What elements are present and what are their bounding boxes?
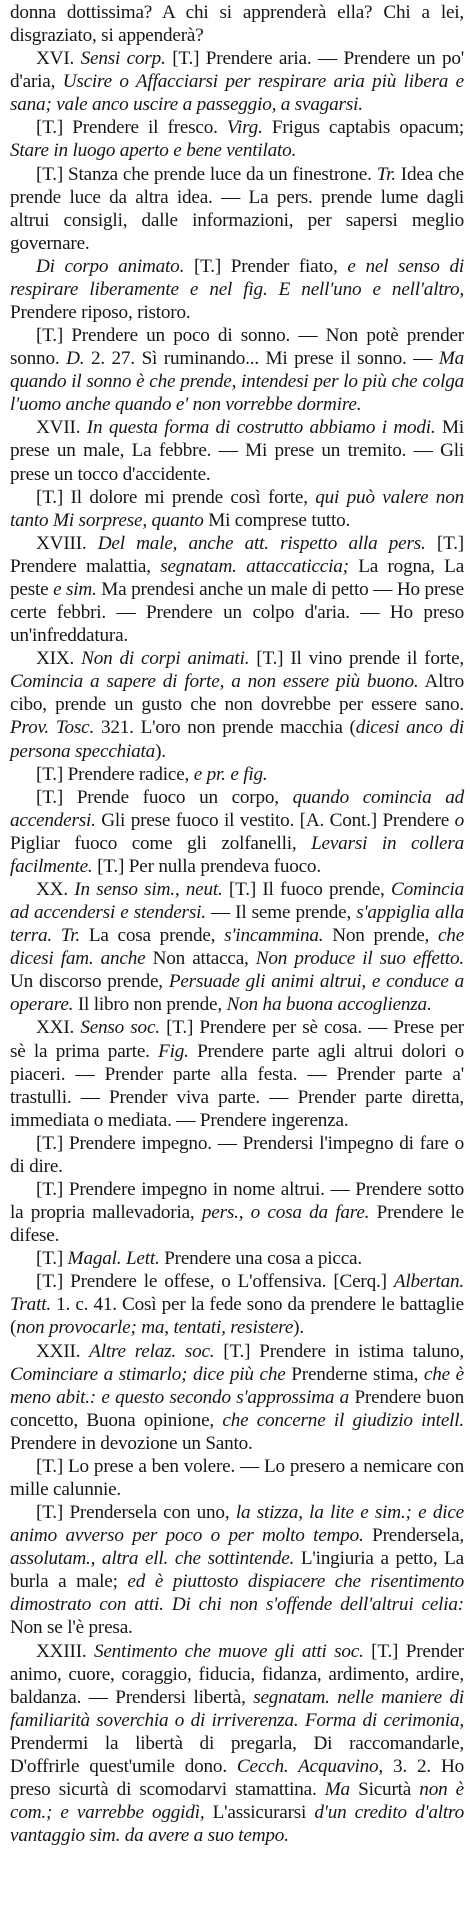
text-run: Mi comprese tutto. <box>203 509 351 531</box>
italic-text-run: Non ha buona accoglienza. <box>226 994 432 1016</box>
text-run: — Il seme prende, <box>205 902 357 924</box>
text-run: La cosa prende, <box>79 925 225 947</box>
italic-text-run: Sensi corp. <box>80 48 166 70</box>
italic-text-run: Cominciare a stimarlo; dice più che <box>10 1363 286 1385</box>
text-run: [T.] Prende fuoco un corpo, <box>36 786 293 808</box>
text-run: Prendere buon concetto, Buona opinione, <box>10 1386 464 1431</box>
text-run: [T.] Il fuoco prende, <box>222 878 391 900</box>
italic-text-run: In senso sim., neut. <box>74 878 223 900</box>
text-run: 3. 2. Ho preso sicurtà di scomodarvi stamattina. <box>10 1755 464 1801</box>
text-run: Altro cibo, prende un gusto che non dovrebbe per essere sano. <box>10 671 465 716</box>
italic-text-run: D. <box>66 348 85 370</box>
italic-text-run: non è com.; e varrebbe oggidì, <box>10 1779 464 1824</box>
text-run: [T.] Il vino prende il forte, <box>249 648 464 670</box>
text-run: [T.] Prendere le offese, o L'offensiva. [Cerq.] <box>36 1271 394 1293</box>
italic-text-run: che concerne il giudizio intell. <box>222 1409 464 1431</box>
text-run: XVI. <box>36 48 81 70</box>
italic-text-run: Magal. Lett. <box>67 1248 160 1270</box>
entry-paragraph <box>10 878 464 1016</box>
italic-text-run: Altre relaz. soc. <box>89 1340 215 1362</box>
text-run: [T.] Stanza che prende luce da un finestrone. <box>36 163 377 185</box>
text-run: [T.] Prender fiato, <box>184 255 348 277</box>
text-run: Prendere riposo, ristoro. <box>10 302 191 324</box>
text-run: Non attacca, <box>145 948 256 970</box>
text-run: Pigliar fuoco come gli zolfanelli, <box>10 832 312 854</box>
italic-text-run: la stizza, la lite e sim.; e dice animo avverso per poco o per molto tempo. <box>10 1502 464 1547</box>
text-run: XXIII. <box>36 1640 94 1662</box>
entry-paragraph <box>10 647 464 762</box>
text-run: [T.] Prendere malattia, <box>10 532 464 577</box>
entry-paragraph <box>10 1501 464 1639</box>
text-run: Idea che prende luce da altra idea. — La pers. prende lume dagli altrui consigli, dalle informazioni, per sapersi meglio governare. <box>10 163 465 254</box>
text-run: 321. L'oro non prende macchia ( <box>94 717 356 739</box>
italic-text-run: Persuade gli animi altrui, e conduce a operare. <box>10 971 465 1016</box>
text-run: XIX. <box>36 648 82 670</box>
text-run: ). <box>155 740 166 762</box>
entry-paragraph <box>10 1455 464 1501</box>
italic-text-run: Sentimento che muove gli atti soc. <box>93 1640 364 1662</box>
italic-text-run: non provocarle; ma, tentati, resistere <box>16 1317 294 1339</box>
text-run: [T.] Prendere impegno in nome altrui. — Prendere sotto la propria mallevadoria, <box>10 1178 464 1224</box>
entry-paragraph <box>10 532 464 647</box>
text-run: [T.] Per nulla prendeva fuoco. <box>92 855 321 877</box>
italic-text-run: Uscire o Affacciarsi per respirare aria più libera e sana; vale anco uscire a passeggio, a svagarsi. <box>10 71 464 116</box>
text-run: Frigus captabis opacum; <box>262 117 465 139</box>
entry-paragraph <box>10 1178 464 1247</box>
text-run: Prendere in devozione un Santo. <box>10 1432 253 1454</box>
text-run: La rogna, La peste <box>10 555 465 600</box>
text-run: [T.] Il dolore mi prende così forte, <box>36 486 316 508</box>
italic-text-run: Virg. <box>226 117 263 139</box>
text-run: Un discorso prende, <box>10 971 169 993</box>
text-run: [T.] Prendere aria. — Prendere un po' d'aria, <box>10 48 464 93</box>
text-run: [T.] Lo prese a ben volere. — Lo presero a nemicare con mille calunnie. <box>10 1455 464 1500</box>
italic-text-run: e nel senso di respirare liberamente e nel fig. E nell'uno e nell'altro, <box>10 255 464 300</box>
entry-paragraph <box>10 486 464 532</box>
italic-text-run: pers., o cosa da fare. <box>201 1202 370 1224</box>
italic-text-run: Non di corpi animati. <box>81 648 250 670</box>
text-run: Prendersela, <box>363 1525 464 1547</box>
text-run: [T.] Prendere in istima taluno, <box>214 1340 464 1362</box>
italic-text-run: Fig. <box>158 1040 189 1062</box>
italic-text-run: che dicesi fam. anche <box>10 925 465 970</box>
italic-text-run: quando comincia ad accendersi. <box>10 786 464 831</box>
italic-text-run: e pr. e fig. <box>193 763 268 785</box>
text-run: Prendere le difese. <box>10 1202 464 1247</box>
text-run: Prenderne stima, <box>285 1363 424 1385</box>
italic-text-run: Albertan. Tratt. <box>10 1271 464 1316</box>
text-run: XX. <box>36 878 75 900</box>
text-run: Prendermi la libertà di pregarla, Di raccomandarle, D'offrirle quest'umile dono. <box>10 1732 464 1777</box>
text-run: Non prende, <box>323 925 438 947</box>
text-run: [T.] Prendere un poco di sonno. — Non potè prender sonno. <box>10 325 464 370</box>
text-run: [T.] Prendere il fresco. <box>36 117 227 139</box>
italic-text-run: segnatam. nelle maniere di familiarità soverchia o di irriverenza. Forma di cerimonia, <box>10 1686 464 1731</box>
text-run: Mi prese un male, La febbre. — Mi prese un tremito. — Gli prese un tocco d'accidente. <box>10 417 464 485</box>
italic-text-run: Cecch. Acquavino, <box>236 1755 383 1777</box>
text-run: XVIII. <box>36 532 98 554</box>
italic-text-run: dicesi anco di persona specchiata <box>10 717 464 762</box>
entry-paragraph <box>10 1270 464 1339</box>
entry-paragraph <box>10 163 464 255</box>
italic-text-run: qui può valere non tanto Mi sorprese, quanto <box>10 486 464 531</box>
italic-text-run: d'un credito d'altro vantaggio sim. da avere a suo tempo. <box>10 1802 464 1847</box>
italic-text-run: e sim. <box>53 578 97 600</box>
text-run: [T.] Prendere impegno. — Prendersi l'impegno di fare o di dire. <box>10 1132 464 1177</box>
text-run: [T.] Prendere per sè cosa. — Prese per sè la prima parte. <box>10 1017 464 1062</box>
entry-paragraph <box>10 763 464 786</box>
text-run: L'ingiuria a petto, La burla a male; <box>10 1548 464 1593</box>
italic-text-run: Del male, anche att. rispetto alla pers. <box>97 532 426 554</box>
entry-paragraph <box>10 786 464 878</box>
text-run: [T.] Prendere radice, <box>36 763 194 785</box>
italic-text-run: Comincia a sapere di forte, a non essere più buono. <box>10 671 419 693</box>
italic-text-run: o <box>454 809 464 831</box>
entry-paragraph <box>10 47 464 116</box>
text-run: L'assicurarsi <box>204 1802 315 1824</box>
italic-text-run: Ma quando il sonno è che prende, intendesi per lo più che colga l'uomo anche quando e' non vorrebbe dormire. <box>10 348 464 416</box>
italic-text-run: segnatam. attaccaticcia; <box>160 555 349 577</box>
entry-paragraph <box>10 255 464 324</box>
italic-text-run: Ma <box>324 1779 350 1801</box>
text-run: ). <box>293 1317 304 1339</box>
text-run: Prendere parte agli altrui dolori o piaceri. — Prender parte alla festa. — Prender parte a' trastulli. — Prender viva parte. — Prender parte diretta, immediata o mediata. — Prendere ingerenza. <box>10 1040 464 1131</box>
text-run: Ma prendesi anche un male di petto — Ho prese certe febbri. — Prendere un colpo d'aria. — Ho preso un'infreddatura. <box>10 578 464 647</box>
italic-text-run: assolutam., altra ell. che sottintende. <box>10 1548 295 1570</box>
text-run: XVII. <box>36 417 87 439</box>
italic-text-run: Senso soc. <box>80 1017 160 1039</box>
entry-paragraph <box>10 324 464 416</box>
entry-paragraph <box>10 416 464 485</box>
italic-text-run: Di corpo animato. <box>36 255 185 277</box>
text-run: 2. 27. Sì ruminando... Mi prese il sonno. — <box>84 348 439 370</box>
text-run: XXI. <box>36 1017 81 1039</box>
text-run: Gli prese fuoco il vestito. [A. Cont.] Prendere <box>95 809 455 831</box>
text-run: XXII. <box>36 1340 90 1362</box>
italic-text-run: Non produce il suo effetto. <box>255 948 465 970</box>
entry-paragraph <box>10 1 464 47</box>
italic-text-run: s'appiglia alla terra. Tr. <box>10 902 464 947</box>
entry-paragraph <box>10 1340 464 1455</box>
entry-paragraph <box>10 1247 464 1270</box>
text-run: [T.] Prendersela con uno, <box>36 1502 236 1524</box>
text-run: [T.] <box>36 1248 68 1270</box>
italic-text-run: Tr. <box>376 163 396 185</box>
italic-text-run: s'incammina. <box>224 925 324 947</box>
text-run: [T.] Prender animo, cuore, coraggio, fiducia, fidanza, ardimento, ardire, baldanza. — Prendersi libertà, <box>10 1640 464 1708</box>
text-run: Sicurtà <box>349 1779 420 1801</box>
text-run: 1. c. 41. Così per la fede sono da prendere le battaglie ( <box>10 1294 464 1339</box>
entry-paragraph <box>10 1640 464 1848</box>
italic-text-run: Comincia ad accendersi e stendersi. <box>10 878 464 924</box>
italic-text-run: ed è piuttosto dispiacere che risentimento dimostrato con atti. Di chi non s'offende dell'altrui celia: <box>10 1571 464 1616</box>
entry-paragraph <box>10 1016 464 1131</box>
italic-text-run: In questa forma di costrutto abbiamo i modi. <box>86 417 436 439</box>
text-run: Prendere una cosa a picca. <box>159 1248 362 1270</box>
entry-paragraph <box>10 116 464 162</box>
text-run: Il libro non prende, <box>73 994 227 1016</box>
text-run: donna dottissima? A chi si apprenderà ella? Chi a lei, disgraziato, si appenderà? <box>10 2 464 47</box>
italic-text-run: Stare in luogo aperto e bene ventilato. <box>10 140 297 162</box>
italic-text-run: Prov. Tosc. <box>10 717 95 739</box>
text-run: Non se l'è presa. <box>10 1617 133 1639</box>
italic-text-run: che è meno abit.: e questo secondo s'approssima a <box>10 1363 464 1408</box>
italic-text-run: Levarsi in collera facilmente. <box>10 832 464 877</box>
entry-paragraph <box>10 1132 464 1178</box>
